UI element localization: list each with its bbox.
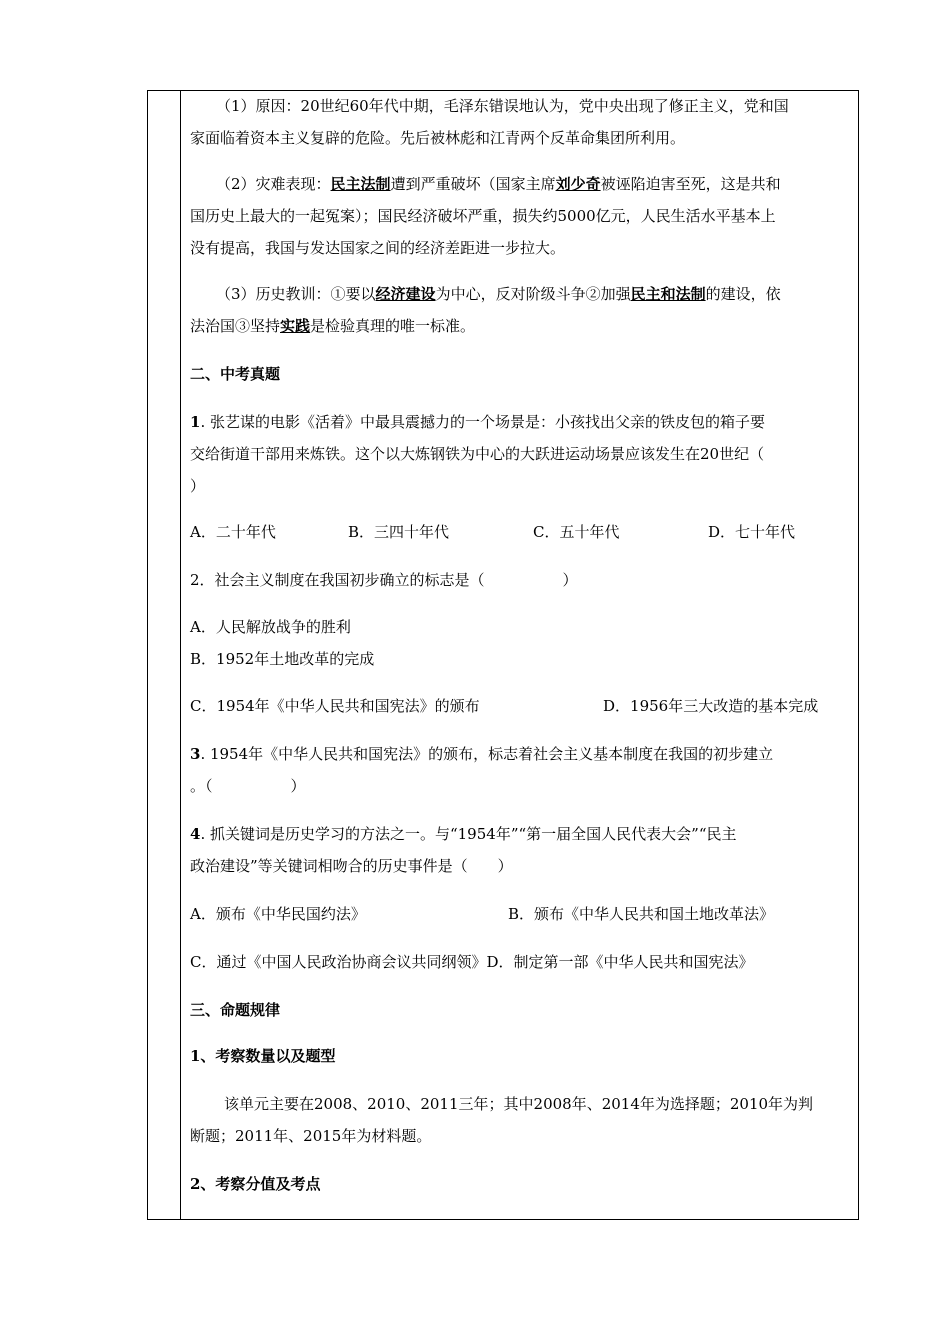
- q2-option-a: A．人民解放战争的胜利: [190, 618, 351, 636]
- q1-line3: ）: [190, 477, 206, 495]
- q1-option-d: D．七十年代: [708, 523, 796, 541]
- q4-stem-line1: . 抓关键词是历史学习的方法之一。与“1954年”“第一届全国人民代表大会”“民主: [200, 825, 737, 843]
- p3-prefix: （3）历史教训：①要以: [216, 285, 376, 303]
- subheading-quantity-and-types: 1、考察数量以及题型: [190, 1047, 336, 1065]
- p3-line2-start: 法治国③坚持: [190, 317, 281, 335]
- p1-line1: （1）原因：20世纪60年代中期，毛泽东错误地认为，党中央出现了修正主义，党和国: [216, 97, 789, 115]
- q3-close-paren: ）: [290, 777, 306, 795]
- q4-options-cd: C．通过《中国人民政治协商会议共同纲领》D．制定第一部《中华人民共和国宪法》: [190, 953, 754, 971]
- p1-line2: 家面临着资本主义复辟的危险。先后被林彪和江青两个反革命集团所利用。: [190, 129, 686, 147]
- q4-line2: 政治建设”等关键词相吻合的历史事件是（ ）: [190, 857, 513, 875]
- q4-line1: [190, 819, 845, 849]
- keyword-liu-shaoqi: 刘少奇: [555, 175, 601, 193]
- p3-line2: [190, 311, 845, 341]
- sub1-text-line1: 该单元主要在2008、2010、2011三年；其中2008年、2014年为选择题；2010年为判: [224, 1095, 814, 1113]
- q2-option-b: B．1952年土地改革的完成: [190, 650, 375, 668]
- q3-number: 3: [190, 745, 201, 763]
- q2-stem-text: 2．社会主义制度在我国初步确立的标志是（: [190, 571, 485, 589]
- q3-stem-line1: . 1954年《中华人民共和国宪法》的颁布，标志着社会主义基本制度在我国的初步建立: [200, 745, 774, 763]
- q2-stem: [190, 565, 845, 595]
- p2-line1: [216, 169, 871, 199]
- sub1-text-line2: 断题；2011年、2015年为材料题。: [190, 1127, 432, 1145]
- q4-option-a: A．颁布《中华民国约法》: [190, 905, 366, 923]
- p3-line1: [216, 279, 871, 309]
- q1-line1: [190, 407, 845, 437]
- keyword-economic-construction: 经济建设: [375, 285, 436, 303]
- q1-option-c: C．五十年代: [533, 523, 620, 541]
- p2-line3: 没有提高，我国与发达国家之间的经济差距进一步拉大。: [190, 239, 566, 257]
- p2-mid2: 被诬陷迫害至死，这是共和: [600, 175, 781, 193]
- keyword-democratic-legal-system: 民主法制: [330, 175, 391, 193]
- section-heading-patterns: 三、命题规律: [190, 1001, 281, 1019]
- q1-option-a: A．二十年代: [190, 523, 276, 541]
- p3-mid2: 的建设，依: [705, 285, 781, 303]
- q1-line2: 交给街道干部用来炼铁。这个以大炼钢铁为中心的大跃进运动场景应该发生在20世纪（: [190, 445, 765, 463]
- q3-line1: [190, 739, 845, 769]
- q1-stem-line1: . 张艺谋的电影《活着》中最具震撼力的一个场景是：小孩找出父亲的铁皮包的箱子要: [200, 413, 765, 431]
- q3-stem-line2: 。（: [190, 777, 213, 795]
- q2-option-d: D．1956年三大改造的基本完成: [603, 697, 819, 715]
- table-left-column: [148, 91, 181, 1219]
- keyword-practice: 实践: [280, 317, 311, 335]
- q4-number: 4: [190, 825, 201, 843]
- q3-line2: [190, 771, 845, 801]
- p2-prefix: （2）灾难表现：: [216, 175, 331, 193]
- content-table: [147, 90, 859, 1220]
- p3-mid1: 为中心，反对阶级斗争②加强: [435, 285, 631, 303]
- q4-option-b: B．颁布《中华人民共和国土地改革法》: [508, 905, 775, 923]
- subheading-scores-and-points: 2、考察分值及考点: [190, 1175, 321, 1193]
- q2-option-c: C．1954年《中华人民共和国宪法》的颁布: [190, 697, 480, 715]
- keyword-democracy-and-law: 民主和法制: [630, 285, 706, 303]
- q2-close-paren: ）: [562, 571, 578, 589]
- q1-number: 1: [190, 413, 201, 431]
- q1-option-b: B．三四十年代: [348, 523, 450, 541]
- p2-line2: 国历史上最大的一起冤案）；国民经济破坏严重，损失约5000亿元，人民生活水平基本上: [190, 207, 776, 225]
- section-heading-exam-questions: 二、中考真题: [190, 365, 281, 383]
- p2-mid1: 遭到严重破坏（国家主席: [390, 175, 556, 193]
- p3-line2-end: 是检验真理的唯一标准。: [310, 317, 476, 335]
